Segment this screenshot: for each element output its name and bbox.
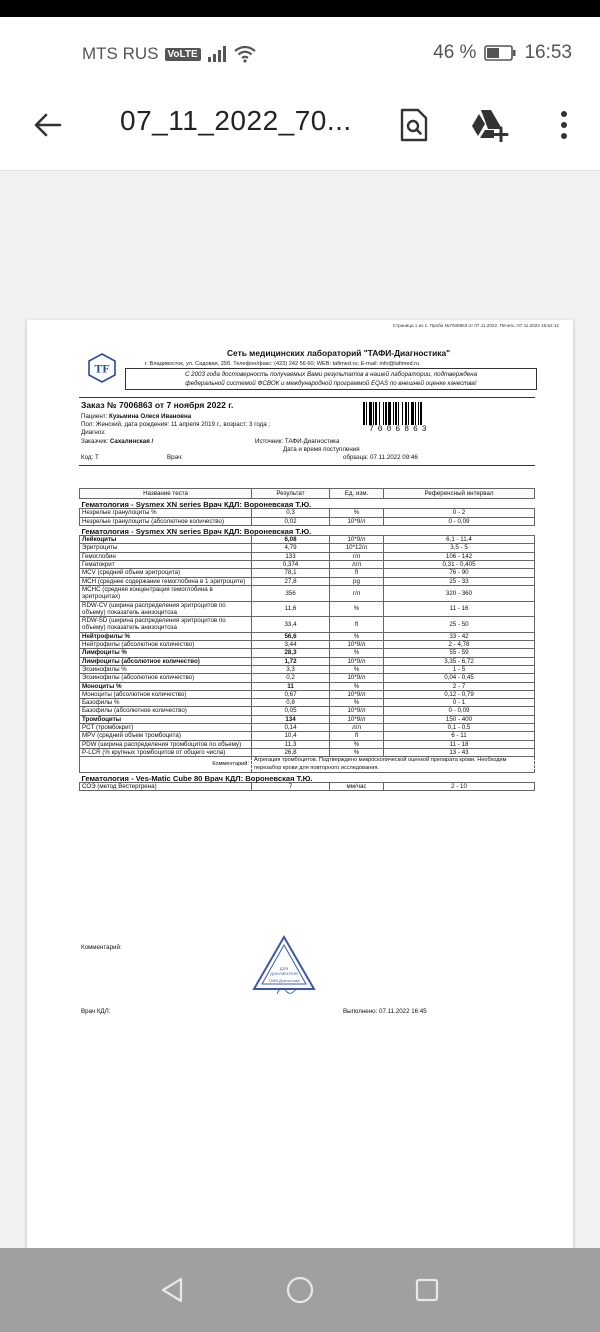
customer-value: Сахалинская / xyxy=(109,438,154,445)
result-value: 6,08 xyxy=(252,536,330,544)
table-row xyxy=(80,707,535,715)
reference-range: 0,1 - 0,5 xyxy=(384,724,535,732)
result-unit: % xyxy=(330,632,384,640)
result-unit: fl xyxy=(330,569,384,577)
test-name: Гематокрит xyxy=(80,561,252,569)
barcode-bar xyxy=(422,402,424,425)
code-label: Код: Т xyxy=(81,454,99,461)
document-page xyxy=(27,320,573,1265)
result-unit: л/л xyxy=(330,561,384,569)
patient-name: Кузьмина Олеся Ивановна xyxy=(109,413,192,420)
result-value: 0,02 xyxy=(252,517,330,525)
section-header xyxy=(80,499,535,509)
reference-range: 13 - 43 xyxy=(384,748,535,756)
result-value: 56,6 xyxy=(252,632,330,640)
table-row xyxy=(80,665,535,673)
svg-text:ТАФИ-Диагностика: ТАФИ-Диагностика xyxy=(268,979,300,983)
table-row xyxy=(80,740,535,748)
result-unit: % xyxy=(330,748,384,756)
test-name: Эозинофилы % xyxy=(80,665,252,673)
result-unit: pg xyxy=(330,577,384,585)
completed-label: Выполнено: xyxy=(343,1008,378,1015)
table-row xyxy=(80,577,535,585)
table-row xyxy=(80,699,535,707)
table-row xyxy=(80,682,535,690)
status-left xyxy=(82,44,257,64)
reference-range: 3,5 - 5 xyxy=(384,544,535,552)
more-options-button[interactable] xyxy=(542,103,586,147)
result-value: 7 xyxy=(252,783,330,791)
lab-stamp xyxy=(251,934,317,998)
table-row xyxy=(80,509,535,517)
test-name: PDW (ширина распределения тромбоцитов по объему) xyxy=(80,740,252,748)
result-value: 356 xyxy=(252,585,330,601)
carrier-name: MTS RUS xyxy=(82,44,159,63)
reference-range: 25 - 33 xyxy=(384,577,535,585)
result-value: 11,6 xyxy=(252,601,330,617)
result-value: 27,8 xyxy=(252,577,330,585)
table-row xyxy=(80,783,535,791)
nav-back-triangle-icon xyxy=(159,1276,185,1304)
table-row xyxy=(80,632,535,640)
search-document-icon xyxy=(399,108,429,142)
reference-range: 76 - 90 xyxy=(384,569,535,577)
lab-logo xyxy=(87,353,117,383)
result-unit: 10*9/л xyxy=(330,690,384,698)
nav-recents-square-icon xyxy=(414,1277,440,1303)
result-value: 28,3 xyxy=(252,649,330,657)
result-unit: 10*9/л xyxy=(330,536,384,544)
reference-range: 1 - 5 xyxy=(384,665,535,673)
section-title: Гематология - Sysmex XN series Врач КДЛ: Вороневская Т.Ю. xyxy=(80,499,535,509)
reference-range: 11 - 16 xyxy=(384,601,535,617)
result-value: 134 xyxy=(252,715,330,723)
result-unit: г/л xyxy=(330,585,384,601)
result-value: 11,3 xyxy=(252,740,330,748)
result-unit: % xyxy=(330,509,384,517)
result-value: 1,72 xyxy=(252,657,330,665)
source-value: ТАФИ-Диагностика xyxy=(284,438,340,445)
test-name: Базофилы % xyxy=(80,699,252,707)
result-value: 78,1 xyxy=(252,569,330,577)
test-name: Моноциты (абсолютное количество) xyxy=(80,690,252,698)
result-unit: 10*9/л xyxy=(330,657,384,665)
reference-range: 33 - 42 xyxy=(384,632,535,640)
test-name: RDW-SD (ширина распределения эритроцитов по объему) показатель анизоцитоза xyxy=(80,617,252,633)
table-row xyxy=(80,601,535,617)
battery-percent: 46 % xyxy=(433,42,477,63)
source-line xyxy=(255,438,339,445)
result-unit: fl xyxy=(330,732,384,740)
wifi-icon xyxy=(233,45,257,63)
test-name: P-LCR (% крупных тромбоцитов от общего числа) xyxy=(80,748,252,756)
col-name-header: Название теста xyxy=(80,489,252,499)
result-value: 3,44 xyxy=(252,641,330,649)
reference-range: 106 - 142 xyxy=(384,552,535,560)
result-unit: 10*9/л xyxy=(330,517,384,525)
lab-address: г. Владивосток, ул. Садовая, 25б. Телефон/факс: (423) 242 56 60; WEB: tafimed.ru; E-mail: info@tafimed.ru xyxy=(145,361,420,367)
result-value: 26,8 xyxy=(252,748,330,756)
lab-name: Сеть медицинских лабораторий "ТАФИ-Диагностика" xyxy=(227,348,451,358)
test-name: Нейтрофилы (абсолютное количество) xyxy=(80,641,252,649)
test-name: Лимфоциты (абсолютное количество) xyxy=(80,657,252,665)
test-name: Незрелые гранулоциты (абсолютное количество) xyxy=(80,517,252,525)
divider xyxy=(79,465,535,466)
battery-icon xyxy=(484,45,516,61)
svg-text:ДЛЯ: ДЛЯ xyxy=(279,966,289,971)
test-name: Эозинофилы (абсолютное количество) xyxy=(80,674,252,682)
top-black-band xyxy=(0,0,600,17)
test-name: Незрелые гранулоциты % xyxy=(80,509,252,517)
table-row xyxy=(80,690,535,698)
reference-range: 0,31 - 0,405 xyxy=(384,561,535,569)
add-to-drive-button[interactable] xyxy=(468,103,512,147)
test-name: Лимфоциты % xyxy=(80,649,252,657)
section-title: Гематология - Sysmex XN series Врач КДЛ: Вороневская Т.Ю. xyxy=(80,525,535,535)
table-row xyxy=(80,544,535,552)
svg-text:ДОКУМЕНТОВ: ДОКУМЕНТОВ xyxy=(270,971,298,976)
notice-line-1: С 2003 года достоверность получаемых Вами результатов в нашей лаборатории, подтверждена xyxy=(184,371,478,378)
result-unit: 10*9/л xyxy=(330,707,384,715)
nav-home-circle-icon xyxy=(285,1275,315,1305)
reference-range: 2 - 4,78 xyxy=(384,641,535,649)
receipt-value: образца: 07.11.2022 09:46 xyxy=(343,454,418,461)
table-row xyxy=(80,641,535,649)
result-value: 3,3 xyxy=(252,665,330,673)
barcode-number: 7006863 xyxy=(369,425,431,434)
diagnosis-label: Диагноз: xyxy=(81,429,106,436)
test-name: Нейтрофилы % xyxy=(80,632,252,640)
section-header xyxy=(80,525,535,535)
result-unit: fl xyxy=(330,617,384,633)
reference-range: 0,04 - 0,45 xyxy=(384,674,535,682)
results-body xyxy=(80,499,535,791)
nav-home-button[interactable] xyxy=(278,1268,322,1312)
test-name: MCV (средний объем эритроцита) xyxy=(80,569,252,577)
reference-range: 2 - 7 xyxy=(384,682,535,690)
divider xyxy=(79,397,535,398)
status-bar xyxy=(0,17,600,89)
test-name: RDW-CV (ширина распределения эритроцитов по объему) показатель анизоцитоза xyxy=(80,601,252,617)
find-in-document-button[interactable] xyxy=(392,103,436,147)
back-button[interactable] xyxy=(28,105,68,145)
test-name: PCT (тромбокрит) xyxy=(80,724,252,732)
table-row xyxy=(80,715,535,723)
clock: 16:53 xyxy=(524,42,572,63)
test-name: СОЭ (метод Вестергрена) xyxy=(80,783,252,791)
result-unit: % xyxy=(330,682,384,690)
completed-line xyxy=(343,1008,427,1015)
table-row xyxy=(80,585,535,601)
document-title: 07_11_2022_70... xyxy=(120,105,352,136)
receipt-label: Дата и время поступления xyxy=(283,446,360,453)
customer-label: Заказчик: xyxy=(81,438,109,445)
order-number: Заказ № 7006863 от 7 ноября 2022 г. xyxy=(81,400,234,410)
table-row xyxy=(80,748,535,756)
test-name: Гемоглобин xyxy=(80,552,252,560)
result-value: 33,4 xyxy=(252,617,330,633)
source-label: Источник: xyxy=(255,438,284,445)
result-unit: мм/час xyxy=(330,783,384,791)
document-viewer[interactable] xyxy=(0,171,600,1248)
table-row xyxy=(80,552,535,560)
table-row xyxy=(80,569,535,577)
doctor-field: Врач: xyxy=(167,454,183,461)
result-value: 0,14 xyxy=(252,724,330,732)
reference-range: 6,1 - 11,4 xyxy=(384,536,535,544)
result-unit: 10*12/л xyxy=(330,544,384,552)
svg-text:TF: TF xyxy=(94,361,110,376)
test-name: МСН (среднее содержание гемоглобина в 1 эритроците) xyxy=(80,577,252,585)
reference-range: 0 - 1 xyxy=(384,699,535,707)
back-arrow-icon xyxy=(33,110,63,140)
result-unit: 10*9/л xyxy=(330,641,384,649)
table-header-row xyxy=(80,489,535,499)
result-value: 0,05 xyxy=(252,707,330,715)
status-right xyxy=(433,42,572,64)
reference-range: 0 - 2 xyxy=(384,509,535,517)
table-row xyxy=(80,674,535,682)
result-unit: л/л xyxy=(330,724,384,732)
reference-range: 11 - 18 xyxy=(384,740,535,748)
patient-details: Пол: Женский, дата рождения: 11 апреля 2019 г., возраст: 3 года ; xyxy=(81,421,271,428)
reference-range: 25 - 50 xyxy=(384,617,535,633)
result-unit: 10*9/л xyxy=(330,674,384,682)
test-name: Лейкоциты xyxy=(80,536,252,544)
test-name: Эритроциты xyxy=(80,544,252,552)
result-unit: % xyxy=(330,665,384,673)
comment-text: Агрегация тромбоцитов. Подтверждено микроскопической оценкой препарата крови. Необходим перезабор крови для повторного исследования. xyxy=(252,757,535,773)
result-value: 0,2 xyxy=(252,674,330,682)
test-name: Базофилы (абсолютное количество) xyxy=(80,707,252,715)
volte-badge: VoLTE xyxy=(165,48,201,61)
notice-line-2: федеральной системой ФСВОК и международной программой EQAS по внешней оценке качества! xyxy=(185,380,477,387)
drive-add-icon xyxy=(470,108,510,142)
reference-range: 0,12 - 0,79 xyxy=(384,690,535,698)
patient-line xyxy=(81,413,191,420)
table-row xyxy=(80,517,535,525)
footer-comment-label: Комментарий: xyxy=(81,944,122,951)
result-unit: г/л xyxy=(330,552,384,560)
reference-range: 320 - 360 xyxy=(384,585,535,601)
nav-recents-button[interactable] xyxy=(405,1268,449,1312)
comment-row xyxy=(80,757,535,773)
result-unit: 10*9/л xyxy=(330,715,384,723)
test-name: MPV (средний объем тромбоцита) xyxy=(80,732,252,740)
results-table xyxy=(79,488,535,791)
reference-range: 2 - 10 xyxy=(384,783,535,791)
result-unit: % xyxy=(330,740,384,748)
result-value: 133 xyxy=(252,552,330,560)
result-value: 4,79 xyxy=(252,544,330,552)
result-value: 0,8 xyxy=(252,699,330,707)
test-name: Моноциты % xyxy=(80,682,252,690)
table-row xyxy=(80,732,535,740)
comment-label: Комментарий: xyxy=(80,757,252,773)
nav-back-button[interactable] xyxy=(150,1268,194,1312)
col-ref-header: Референсный интервал xyxy=(384,489,535,499)
test-name: Тромбоциты xyxy=(80,715,252,723)
reference-range: 0 - 0,09 xyxy=(384,707,535,715)
table-row xyxy=(80,657,535,665)
result-value: 10,4 xyxy=(252,732,330,740)
reference-range: 3,35 - 6,72 xyxy=(384,657,535,665)
test-name: MCHC (средняя концентрация гемоглобина в эритроцитах) xyxy=(80,585,252,601)
barcode xyxy=(363,402,447,425)
doctor-kdl-label: Врач КДЛ: xyxy=(81,1008,111,1015)
table-row xyxy=(80,617,535,633)
result-value: 11 xyxy=(252,682,330,690)
patient-label: Пациент: xyxy=(81,413,108,420)
section-header xyxy=(80,772,535,782)
table-row xyxy=(80,536,535,544)
col-result-header: Результат xyxy=(252,489,330,499)
completed-value: 07.11.2022 16:45 xyxy=(379,1008,427,1015)
system-nav-bar xyxy=(0,1248,600,1332)
app-bar xyxy=(0,89,600,171)
quality-notice xyxy=(125,368,537,390)
signal-icon xyxy=(207,46,227,62)
table-row xyxy=(80,649,535,657)
table-row xyxy=(80,561,535,569)
print-line: Страница 1 из 1. Проба №7006863 от 07.11.2022. Печать: 07.11.2022 16:52:12 xyxy=(392,323,559,328)
reference-range: 6 - 11 xyxy=(384,732,535,740)
result-unit: % xyxy=(330,699,384,707)
result-unit: % xyxy=(330,649,384,657)
reference-range: 150 - 400 xyxy=(384,715,535,723)
result-value: 0,67 xyxy=(252,690,330,698)
table-row xyxy=(80,724,535,732)
result-value: 0,3 xyxy=(252,509,330,517)
more-vert-icon xyxy=(559,110,569,140)
reference-range: 55 - 59 xyxy=(384,649,535,657)
col-unit-header: Ед. изм. xyxy=(330,489,384,499)
reference-range: 0 - 0,09 xyxy=(384,517,535,525)
section-title: Гематология - Ves-Matic Cube 80 Врач КДЛ: Вороневская Т.Ю. xyxy=(80,772,535,782)
result-value: 0,374 xyxy=(252,561,330,569)
customer-line xyxy=(81,438,153,445)
result-unit: % xyxy=(330,601,384,617)
